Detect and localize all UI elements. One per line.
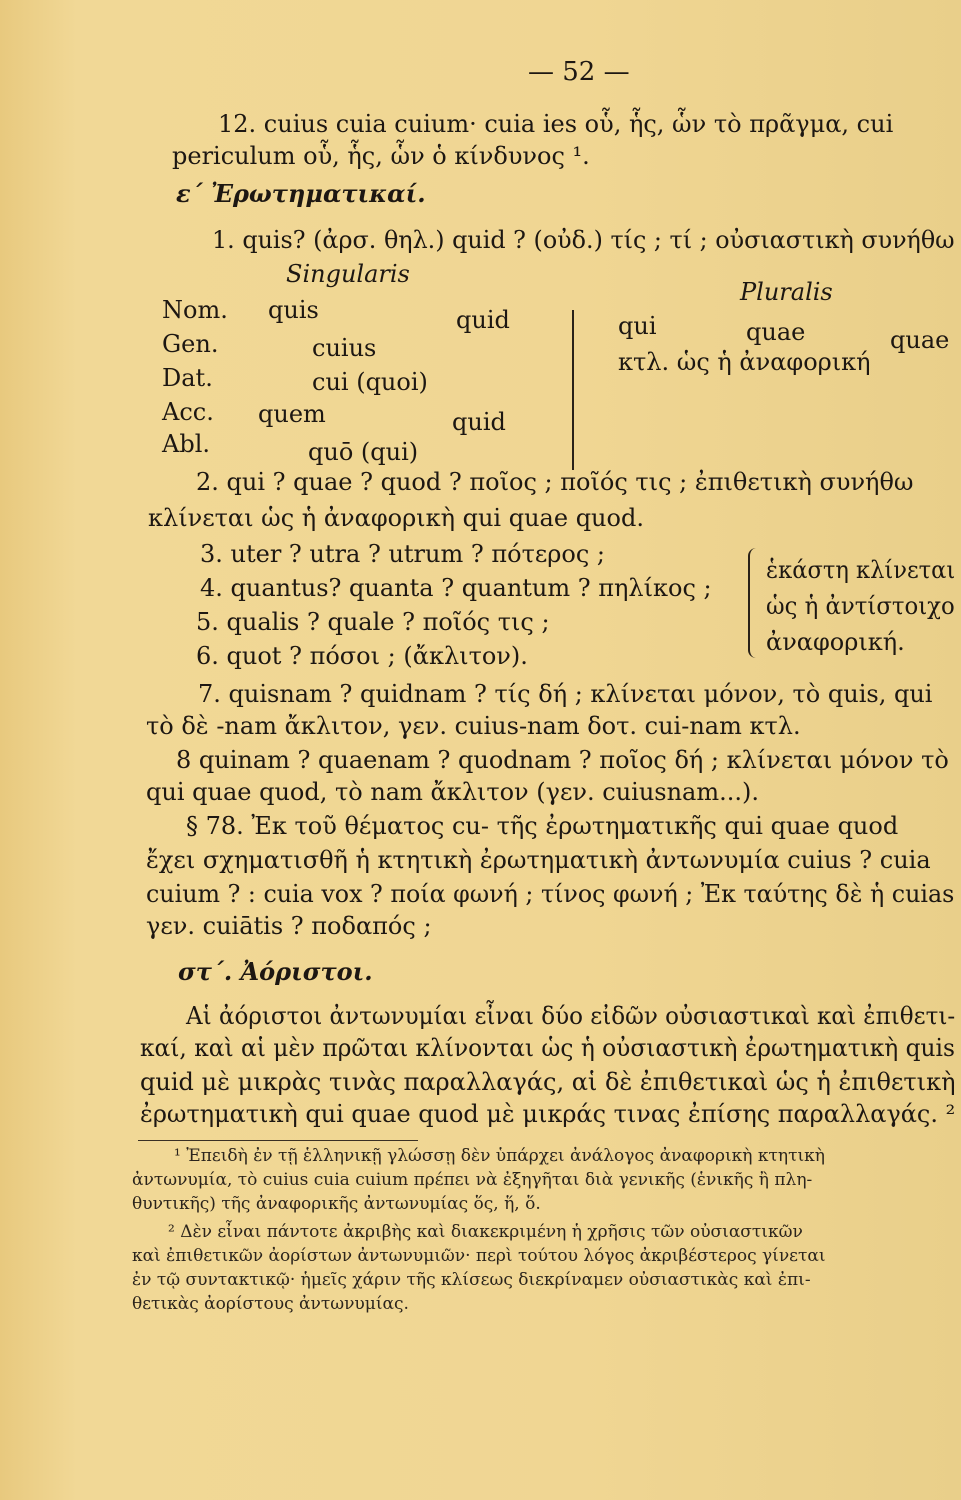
page-number: — 52 — (528, 57, 630, 87)
footnote-line: θετικὰς ἀορίστους ἀντωνυμίας. (132, 1294, 409, 1314)
text-line: qui quae quod, τὸ nam ἄκλιτον (γεν. cuiusnam...). (146, 778, 759, 806)
text-line: periculum οὗ, ἧς, ὧν ὁ κίνδυνος ¹. (172, 142, 590, 170)
form: cuius (312, 334, 377, 362)
case-label: Dat. (162, 364, 213, 392)
text-line: τὸ δὲ -nam ἄκλιτον, γεν. cuius-nam δοτ. cui-nam κτλ. (146, 712, 801, 740)
table-header-singularis: Singularis (286, 260, 410, 288)
form: cui (quoi) (312, 368, 428, 396)
text-line: cuium ? : cuia vox ? ποία φωνή ; τίνος φωνή ; Ἐκ ταύτης δὲ ἡ cuias (146, 880, 955, 908)
form: quis (268, 296, 319, 324)
text-line: 6. quot ? πόσοι ; (ἄκλιτον). (196, 642, 528, 670)
case-label: Gen. (162, 330, 219, 358)
text-line: 5. qualis ? quale ? ποῖός τις ; (196, 608, 550, 636)
form: quid (456, 306, 510, 334)
text-line: κτλ. ὡς ἡ ἀναφορική (618, 348, 871, 376)
brace (748, 548, 764, 658)
text-line: 7. quisnam ? quidnam ? τίς δή ; κλίνεται μόνον, τὸ quis, qui (198, 680, 933, 708)
case-label: Abl. (162, 430, 210, 458)
text-line: ἔχει σχηματισθῆ ἡ κτητικὴ ἐρωτηματικὴ ἀντωνυμία cuius ? cuia (146, 846, 931, 874)
form: quae (746, 318, 806, 346)
footnote-line: ² Δὲν εἶναι πάντοτε ἀκριβὴς καὶ διακεκριμένη ἡ χρῆσις τῶν οὐσιαστικῶν (168, 1222, 803, 1242)
form: quem (258, 400, 326, 428)
section-heading: ε΄ Ἐρωτηματικαί. (176, 179, 426, 208)
case-label: Nom. (162, 296, 228, 324)
case-label: Acc. (162, 398, 214, 426)
text-line: quid μὲ μικρὰς τινὰς παραλλαγάς, αἱ δὲ ἐπιθετικαὶ ὡς ἡ ἐπιθετικὴ (140, 1068, 956, 1096)
table-divider (572, 310, 574, 470)
footnote-rule (138, 1140, 418, 1141)
text-line: Αἱ ἀόριστοι ἀντωνυμίαι εἶναι δύο εἰδῶν οὐσιαστικαὶ καὶ ἐπιθετι- (186, 1002, 956, 1030)
text-line: ἐρωτηματικὴ qui quae quod μὲ μικράς τινας ἐπίσης παραλλαγάς. ² (140, 1100, 956, 1128)
text-line: 12. cuius cuia cuium· cuia ies οὗ, ἧς, ὧν τὸ πρᾶγμα, cui (218, 110, 894, 138)
text-line: 3. uter ? utra ? utrum ? πότερος ; (200, 540, 605, 568)
text-line: κλίνεται ὡς ἡ ἀναφορικὴ qui quae quod. (148, 504, 644, 532)
text-line: 8 quinam ? quaenam ? quodnam ? ποῖος δή ; κλίνεται μόνον τὸ (176, 746, 949, 774)
footnote-line: θυντικῆς) τῆς ἀναφορικῆς ἀντωνυμίας ὅς, ἥ, ὅ. (132, 1194, 541, 1214)
footnote-line: ἀντωνυμία, τὸ cuius cuia cuium πρέπει νὰ ἐξηγῆται διὰ γενικῆς (ἑνικῆς ἢ πλη- (132, 1170, 813, 1190)
form: quō (qui) (308, 438, 419, 466)
text-line: § 78. Ἐκ τοῦ θέματος cu- τῆς ἐρωτηματικῆς qui quae quod (186, 812, 899, 840)
text-line: ἑκάστη κλίνεται (766, 556, 956, 584)
section-heading: στ΄. Ἀόριστοι. (178, 957, 373, 986)
footnote-line: καὶ ἐπιθετικῶν ἀορίστων ἀντωνυμιῶν· περὶ τούτου λόγος ἀκριβέστερος γίνεται (132, 1246, 826, 1266)
text-line: ὡς ἡ ἀντίστοιχο (766, 592, 955, 620)
text-line: 4. quantus? quanta ? quantum ? πηλίκος ; (200, 574, 712, 602)
footnote-line: ἐν τῷ συντακτικῷ· ἡμεῖς χάριν τῆς κλίσεως διεκρίναμεν οὐσιαστικὰς καὶ ἐπι- (132, 1270, 811, 1290)
text-line: καί, καὶ αἱ μὲν πρῶται κλίνονται ὡς ἡ οὐσιαστικὴ ἐρωτηματικὴ quis (140, 1034, 955, 1062)
text-line: γεν. cuiātis ? ποδαπός ; (146, 912, 432, 940)
form: quid (452, 408, 506, 436)
text-line: 2. qui ? quae ? quod ? ποῖος ; ποῖός τις ; ἐπιθετικὴ συνήθω (196, 468, 914, 496)
form: quae (890, 326, 950, 354)
table-header-pluralis: Pluralis (740, 278, 833, 306)
text-line: 1. quis? (ἀρσ. θηλ.) quid ? (οὐδ.) τίς ; τί ; οὐσιαστικὴ συνήθω (212, 226, 955, 254)
form: qui (618, 312, 657, 340)
text-line: ἀναφορική. (766, 628, 905, 656)
footnote-line: ¹ Ἐπειδὴ ἐν τῇ ἑλληνικῇ γλώσσῃ δὲν ὑπάρχει ἀνάλογος ἀναφορικὴ κτητικὴ (174, 1146, 825, 1166)
